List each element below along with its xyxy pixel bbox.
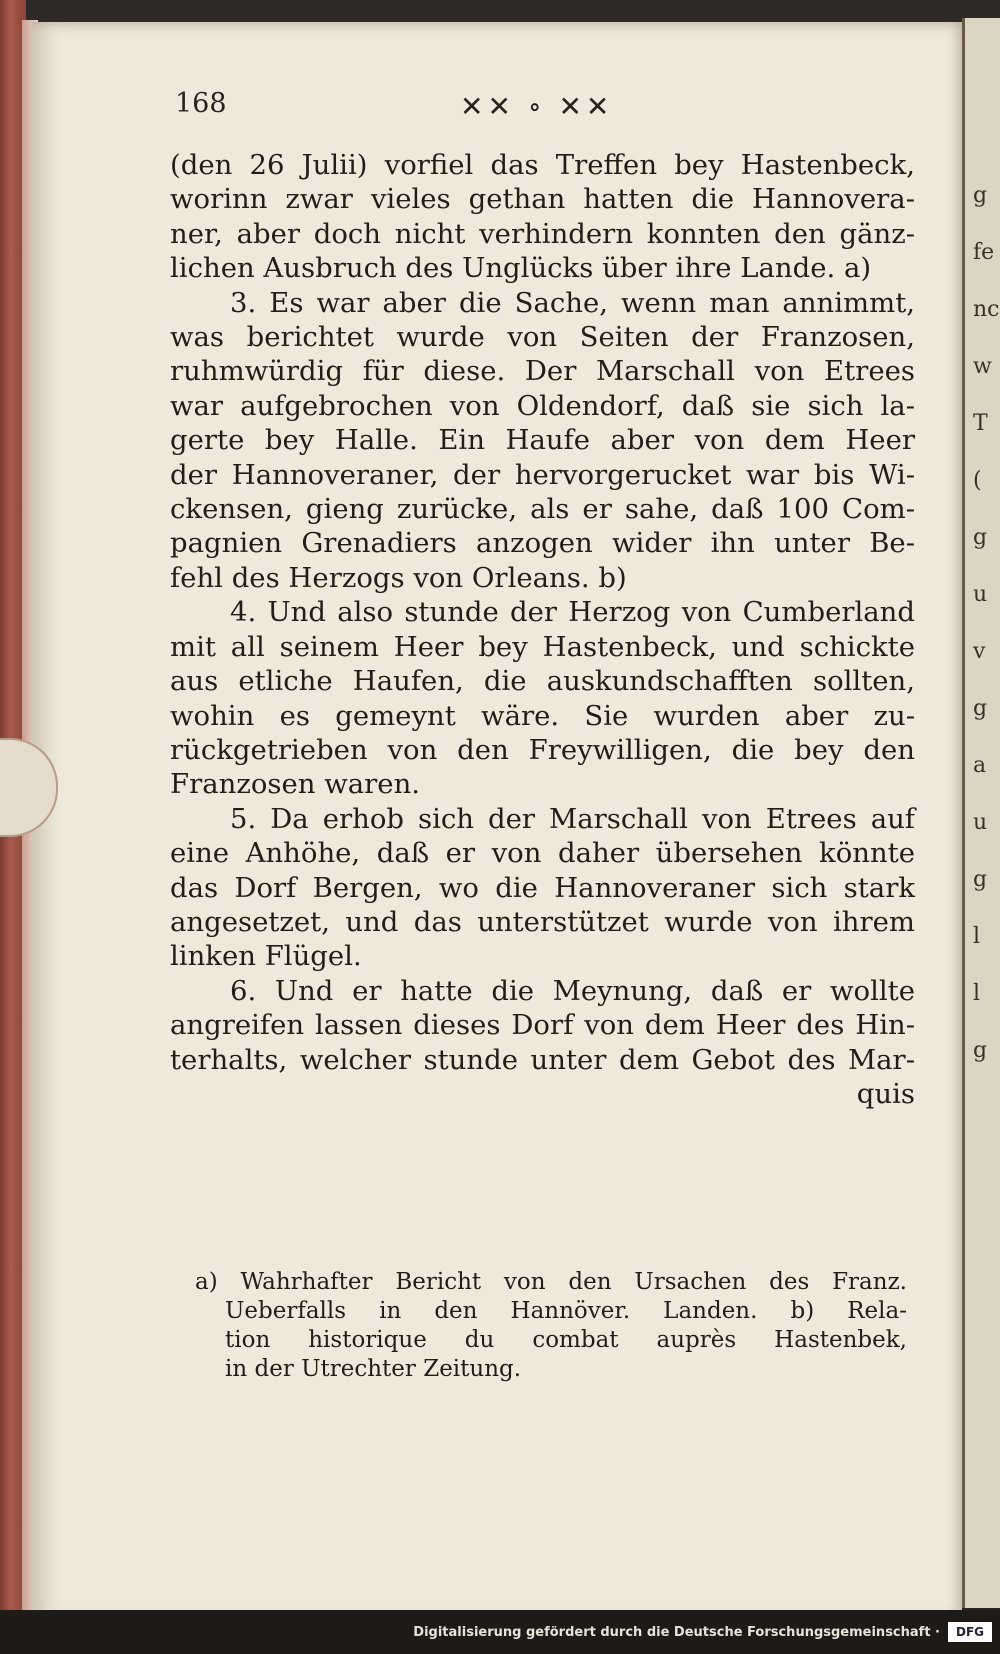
adjacent-page-fragment: u xyxy=(973,582,988,607)
text-line: (den 26 Julii) vorfiel das Treffen bey Hastenbeck, xyxy=(170,149,915,181)
adjacent-page-fragment: nc xyxy=(973,297,1000,322)
adjacent-page-fragment: g xyxy=(973,183,988,208)
text-line: quis xyxy=(856,1077,915,1110)
text-line: terhalts, welcher stunde unter dem Gebot des Mar- xyxy=(170,1043,915,1076)
adjacent-page-fragment: T xyxy=(973,411,988,436)
adjacent-page-fragment: g xyxy=(973,525,988,550)
adjacent-page-fragment: a xyxy=(973,753,987,778)
text-line: linken Flügel. xyxy=(170,940,362,973)
text-line: mit all seinem Heer bey Hastenbeck, und schickte xyxy=(170,630,915,663)
footnote-line: in der Utrechter Zeitung. xyxy=(225,1356,522,1382)
adjacent-page-fragment: g xyxy=(973,1038,988,1063)
page-header xyxy=(175,82,895,132)
adjacent-page-fragment: ( xyxy=(973,468,982,493)
text-line: fehl des Herzogs von Orleans. b) xyxy=(170,561,627,594)
text-line: wohin es gemeynt wäre. Sie wurden aber zu- xyxy=(170,699,915,732)
text-line: gerte bey Halle. Ein Haufe aber von dem Heer xyxy=(170,424,915,457)
adjacent-page-fragment: w xyxy=(973,354,992,379)
text-line: ruhmwürdig für diese. Der Marschall von Etrees xyxy=(170,355,915,388)
text-line: eine Anhöhe, daß er von daher übersehen könnte xyxy=(170,837,915,870)
adjacent-page-fragment: g xyxy=(973,696,988,721)
text-line: 5. Da erhob sich der Marschall von Etrees auf xyxy=(230,802,915,835)
adjacent-page-fragment: u xyxy=(973,810,988,835)
text-line: der Hannoveraner, der hervorgerucket war bis Wi- xyxy=(170,458,915,491)
text-line: 6. Und er hatte die Meynung, daß er wollte xyxy=(230,974,915,1007)
dfg-logo: DFG xyxy=(948,1622,992,1642)
adjacent-page-fragment: l xyxy=(973,924,981,949)
digitization-credit: Digitalisierung gefördert durch die Deutsche Forschungsgemeinschaft · xyxy=(413,1625,940,1640)
adjacent-page-edge xyxy=(962,18,1000,1608)
text-line: angesetzet, und das unterstützet wurde von ihrem xyxy=(170,905,915,938)
adjacent-page-fragment: v xyxy=(973,639,986,664)
text-line: was berichtet wurde von Seiten der Franzosen, xyxy=(170,321,915,354)
footnote-line: Ueberfalls in den Hannöver. Landen. b) Rela- xyxy=(225,1298,907,1324)
adjacent-page-fragment: g xyxy=(973,867,988,892)
text-line: angreifen lassen dieses Dorf von dem Heer des Hin- xyxy=(170,1009,915,1042)
text-line: aus etliche Haufen, die auskundschafften sollten, xyxy=(170,665,915,698)
text-line: 3. Es war aber die Sache, wenn man annimmt, xyxy=(230,286,915,319)
text-line: pagnien Grenadiers anzogen wider ihn unter Be- xyxy=(170,527,915,560)
footnotes xyxy=(195,1268,907,1384)
body-text xyxy=(170,148,915,1111)
adjacent-page-fragment: fe xyxy=(973,240,995,265)
text-line: rückgetrieben von den Freywilligen, die bey den xyxy=(170,733,915,766)
text-line: ckensen, gieng zurücke, als er sahe, daß 100 Com- xyxy=(170,493,915,526)
text-line: das Dorf Bergen, wo die Hannoveraner sich stark xyxy=(170,871,915,904)
adjacent-page-fragments xyxy=(965,18,1000,1063)
text-line: ner, aber doch nicht verhindern konnten den gänz- xyxy=(170,217,915,250)
text-line: worinn zwar vieles gethan hatten die Hannovera- xyxy=(170,183,915,216)
text-line: war aufgebrochen von Oldendorf, daß sie sich la- xyxy=(170,389,915,422)
adjacent-page-fragment: l xyxy=(973,981,981,1006)
header-ornament: ✕✕ ∘ ✕✕ xyxy=(460,90,614,123)
footnote-line: tion historique du combat auprès Hastenbek, xyxy=(225,1327,907,1353)
top-dark-band xyxy=(0,0,1000,24)
footnote-line: a) Wahrhafter Bericht von den Ursachen des Franz. xyxy=(195,1269,907,1295)
text-line: Franzosen waren. xyxy=(170,768,421,801)
text-line: 4. Und also stunde der Herzog von Cumberland xyxy=(230,596,915,629)
page-number: 168 xyxy=(175,88,227,119)
text-line: lichen Ausbruch des Unglücks über ihre Lande. a) xyxy=(170,252,872,285)
